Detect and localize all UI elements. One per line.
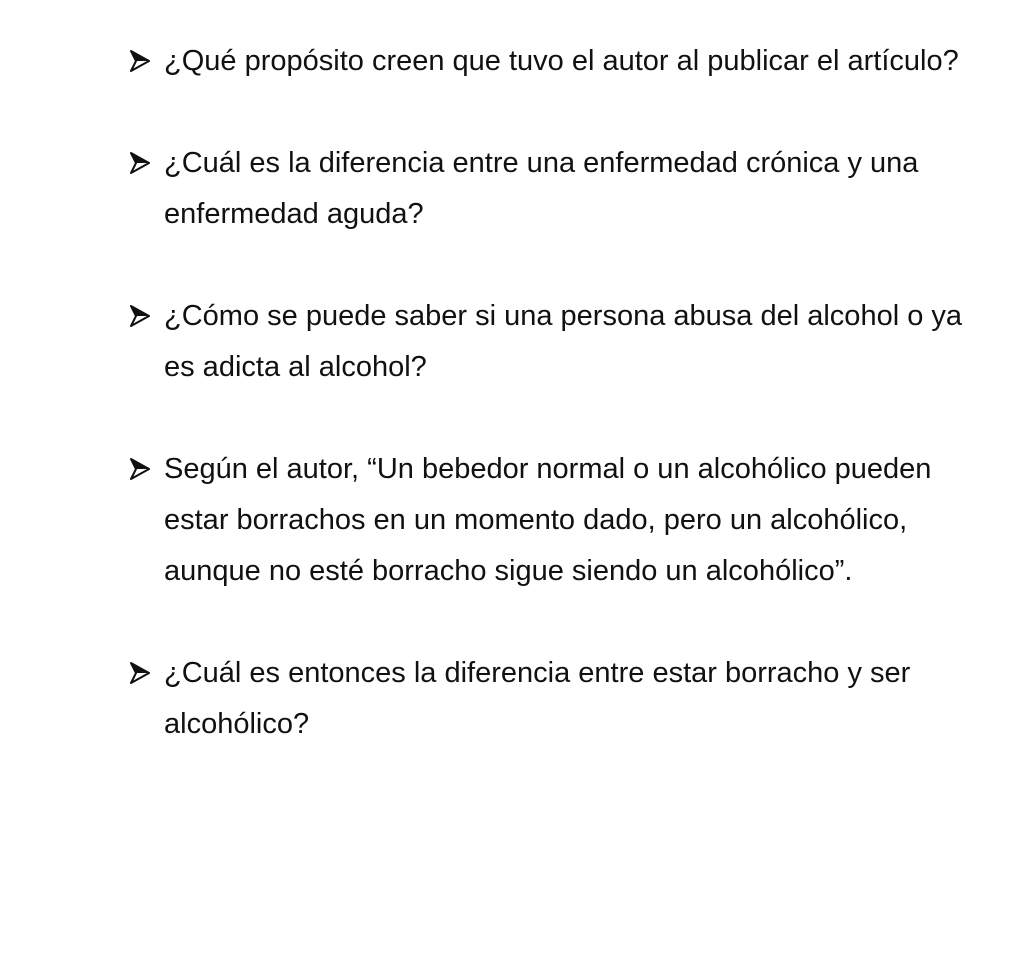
arrowhead-bullet-icon	[130, 305, 150, 327]
question-text: ¿Cuál es entonces la diferencia entre estar borracho y ser alcohólico?	[164, 657, 911, 740]
question-text: ¿Qué propósito creen que tuvo el autor al publicar el artículo?	[164, 45, 959, 77]
list-item	[130, 648, 1000, 750]
question-text: Según el autor, “Un bebedor normal o un alcohólico pueden estar borrachos en un momento dado, pero un alcohólico, aunque no esté borracho sigue siendo un alcohólico”.	[164, 453, 932, 587]
list-item	[130, 138, 1000, 240]
arrowhead-bullet-icon	[130, 662, 150, 684]
arrowhead-bullet-icon	[130, 50, 150, 72]
question-text: ¿Cuál es la diferencia entre una enfermedad crónica y una enfermedad aguda?	[164, 147, 919, 230]
question-text: ¿Cómo se puede saber si una persona abusa del alcohol o ya es adicta al alcohol?	[164, 300, 963, 383]
arrowhead-bullet-icon	[130, 152, 150, 174]
question-list	[130, 36, 1000, 750]
list-item	[130, 36, 1000, 87]
arrowhead-bullet-icon	[130, 458, 150, 480]
list-item	[130, 291, 1000, 393]
list-item	[130, 444, 1000, 597]
